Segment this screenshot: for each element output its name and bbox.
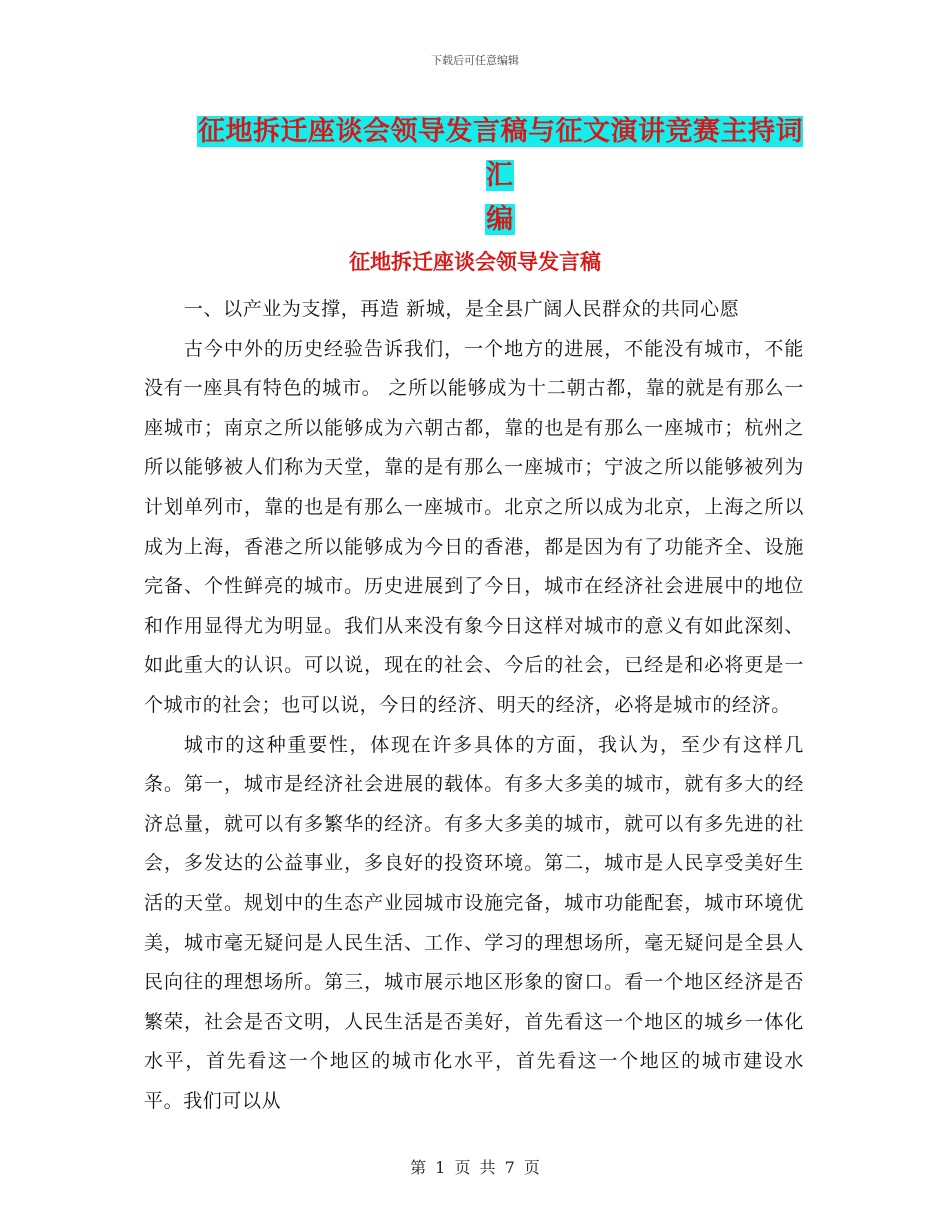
body-text xyxy=(144,290,804,1121)
paragraph-3: 城市的这种重要性，体现在许多具体的方面，我认为，至少有这样几条。第一，城市是经济社会进展的载体。有多大多美的城市，就有多大的经济总量，就可以有多繁华的经济。有多大多美的城市，就可以有多先进的社会，多发达的公益事业，多良好的投资环境。第二，城市是人民享受美好生活的天堂。规划中的生态产业园城市设施完备，城市功能配套，城市环境优美，城市毫无疑问是人民生活、工作、学习的理想场所，毫无疑问是全县人民向往的理想场所。第三，城市展示地区形象的窗口。看一个地区经济是否繁荣，社会是否文明，人民生活是否美好，首先看这一个地区的城乡一体化水平，首先看这一个地区的城市化水平，首先看这一个地区的城市建设水平。我们可以从 xyxy=(144,733,804,1112)
document-title-line-1: 征地拆迁座谈会领导发言稿与征文演讲竞赛主持词汇 xyxy=(198,116,803,191)
document-title xyxy=(190,110,810,242)
paragraph-1: 一、以产业为支撑，再造 新城，是全县广阔人民群众的共同心愿 xyxy=(183,298,740,320)
page-header: 下载后可任意编辑 xyxy=(431,54,519,67)
section-title: 征地拆迁座谈会领导发言稿 xyxy=(349,249,601,274)
paragraph-2: 古今中外的历史经验告诉我们，一个地方的进展，不能没有城市，不能没有一座具有特色的城市。 之所以能够成为十二朝古都，靠的就是有那么一座城市；南京之所以能够成为六朝古都，靠的也是有那么一座城市；杭州之所以能够被人们称为天堂，靠的是有那么一座城市；宁波之所以能够被列为计划单列市，靠的也是有那么一座城市。北京之所以成为北京，上海之所以成为上海，香港之所以能够成为今日的香港，都是因为有了功能齐全、设施完备、个性鲜亮的城市。历史进展到了今日，城市在经济社会进展中的地位和作用显得尤为明显。我们从来没有象今日这样对城市的意义有如此深刻、如此重大的认识。可以说，现在的社会、今后的社会，已经是和必将更是一个城市的社会；也可以说，今日的经济、明天的经济，必将是城市的经济。 xyxy=(144,337,804,716)
page-footer: 第 1 页 共 7 页 xyxy=(410,1158,540,1177)
document-title-line-2: 编 xyxy=(486,204,514,235)
